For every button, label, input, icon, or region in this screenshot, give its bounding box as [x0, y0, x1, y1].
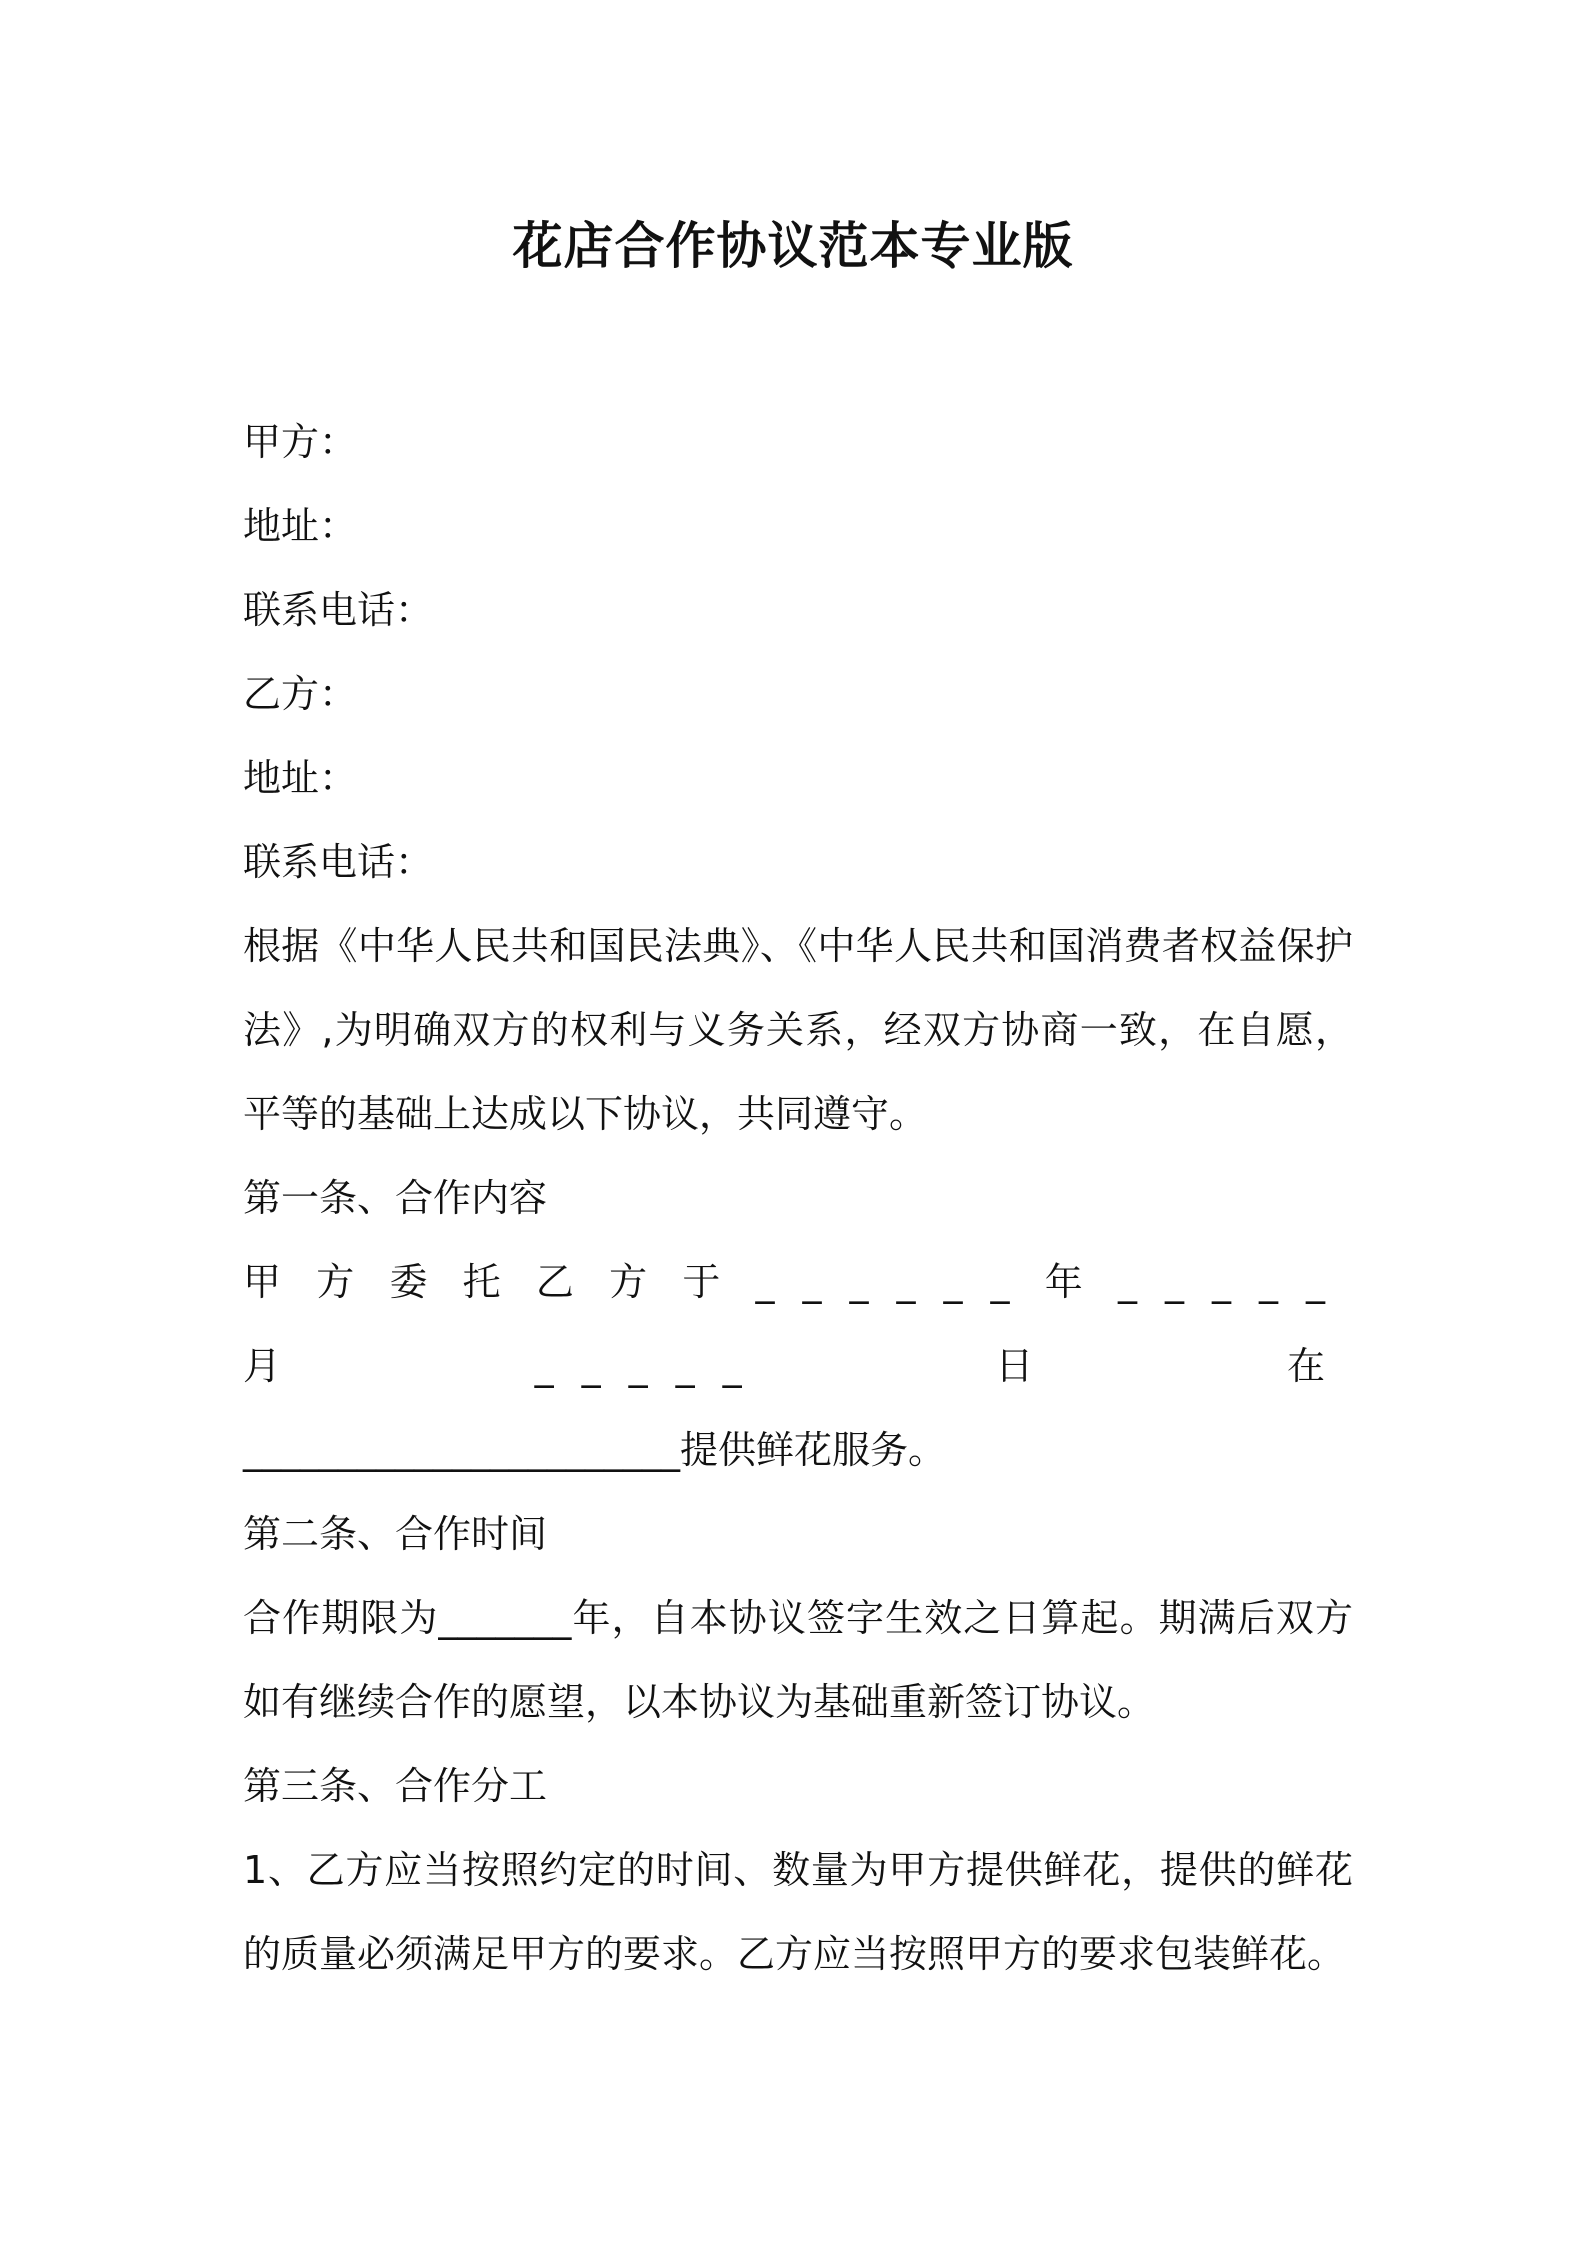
article-1-line-1: 甲方委托乙方于______年_____月_____日在	[243, 1260, 1353, 1388]
party-a-phone-label: 联系电话：	[243, 588, 434, 632]
article-2-heading: 第二条、合作时间	[243, 1512, 548, 1556]
document-title: 花店合作协议范本专业版	[512, 217, 1074, 275]
party-a-name-label: 甲方：	[243, 420, 358, 464]
article-3-item-1: 1、乙方应当按照约定的时间、数量为甲方提供鲜花，提供的鲜花的质量必须满足甲方的要求。乙方应当按照甲方的要求包装鲜花。	[243, 1848, 1353, 1976]
article-1-heading: 第一条、合作内容	[243, 1176, 548, 1220]
article-2-text: 合作期限为_______年，自本协议签字生效之日算起。期满后双方如有继续合作的愿望，以本协议为基础重新签订协议。	[243, 1596, 1353, 1724]
document-body	[243, 400, 1353, 1996]
party-b-name-label: 乙方：	[243, 672, 358, 716]
preamble-paragraph: 根据《中华人民共和国民法典》、《中华人民共和国消费者权益保护法》,为明确双方的权利与义务关系，经双方协商一致，在自愿，平等的基础上达成以下协议，共同遵守。	[243, 924, 1353, 1136]
party-a-address-label: 地址：	[243, 504, 358, 548]
party-b-address-label: 地址：	[243, 756, 358, 800]
article-3-heading: 第三条、合作分工	[243, 1764, 548, 1808]
party-b-phone-label: 联系电话：	[243, 840, 434, 884]
article-1-line-2: _______________________提供鲜花服务。	[243, 1428, 947, 1472]
